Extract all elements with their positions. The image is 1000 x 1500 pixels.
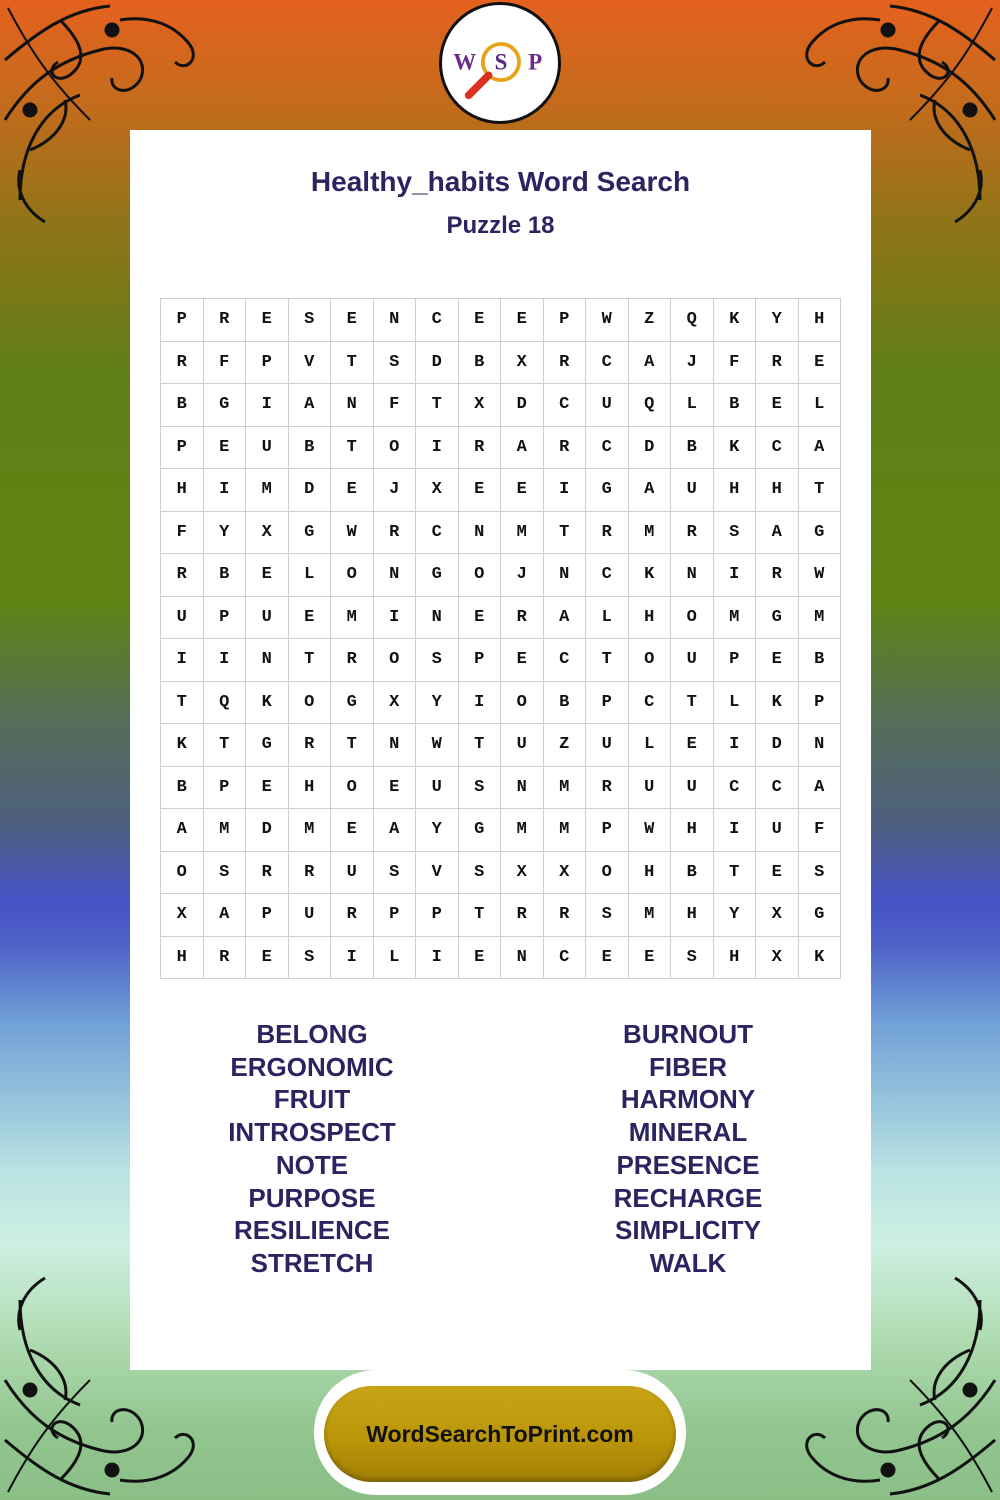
grid-cell[interactable]: S bbox=[459, 852, 502, 895]
grid-cell[interactable]: G bbox=[756, 597, 799, 640]
word-list-item: NOTE bbox=[275, 1149, 349, 1180]
grid-cell[interactable]: C bbox=[416, 299, 459, 342]
grid-cell[interactable]: H bbox=[289, 767, 332, 810]
grid-cell[interactable]: W bbox=[416, 724, 459, 767]
grid-cell[interactable]: T bbox=[161, 682, 204, 725]
grid-cell[interactable]: R bbox=[331, 639, 374, 682]
grid-cell[interactable]: C bbox=[586, 342, 629, 385]
grid-cell[interactable]: L bbox=[629, 724, 672, 767]
grid-cell[interactable]: Y bbox=[416, 809, 459, 852]
grid-cell[interactable]: U bbox=[671, 639, 714, 682]
grid-cell[interactable]: X bbox=[161, 894, 204, 937]
grid-cell[interactable]: G bbox=[799, 894, 842, 937]
word-list-item: ERGONOMIC bbox=[230, 1051, 394, 1082]
grid-cell[interactable]: S bbox=[799, 852, 842, 895]
grid-cell[interactable]: M bbox=[544, 809, 587, 852]
grid-cell[interactable]: S bbox=[714, 512, 757, 555]
grid-cell[interactable]: K bbox=[756, 682, 799, 725]
grid-cell[interactable]: P bbox=[586, 682, 629, 725]
grid-cell[interactable]: Z bbox=[629, 299, 672, 342]
grid-cell[interactable]: R bbox=[586, 512, 629, 555]
word-list-item: FRUIT bbox=[273, 1084, 351, 1115]
grid-cell[interactable]: E bbox=[459, 937, 502, 980]
grid-cell[interactable]: W bbox=[586, 299, 629, 342]
grid-cell[interactable]: S bbox=[586, 894, 629, 937]
grid-cell[interactable]: H bbox=[671, 809, 714, 852]
grid-cell[interactable]: S bbox=[289, 299, 332, 342]
grid-cell[interactable]: E bbox=[501, 469, 544, 512]
grid-cell[interactable]: P bbox=[204, 767, 247, 810]
grid-cell[interactable]: C bbox=[544, 639, 587, 682]
grid-cell[interactable]: U bbox=[246, 597, 289, 640]
grid-cell[interactable]: I bbox=[544, 469, 587, 512]
grid-cell[interactable]: I bbox=[459, 682, 502, 725]
grid-cell[interactable]: R bbox=[289, 852, 332, 895]
grid-cell[interactable]: S bbox=[374, 852, 417, 895]
grid-cell[interactable]: N bbox=[246, 639, 289, 682]
grid-cell[interactable]: L bbox=[714, 682, 757, 725]
grid-cell[interactable]: R bbox=[544, 894, 587, 937]
grid-cell[interactable]: G bbox=[586, 469, 629, 512]
grid-cell[interactable]: E bbox=[671, 724, 714, 767]
grid-cell[interactable]: I bbox=[246, 384, 289, 427]
grid-cell[interactable]: U bbox=[629, 767, 672, 810]
grid-cell[interactable]: R bbox=[374, 512, 417, 555]
grid-cell[interactable]: X bbox=[756, 937, 799, 980]
grid-cell[interactable]: Y bbox=[756, 299, 799, 342]
grid-cell[interactable]: T bbox=[714, 852, 757, 895]
grid-cell[interactable]: X bbox=[501, 342, 544, 385]
grid-cell[interactable]: O bbox=[374, 427, 417, 470]
grid-cell[interactable]: T bbox=[416, 384, 459, 427]
grid-cell[interactable]: O bbox=[671, 597, 714, 640]
grid-cell[interactable]: R bbox=[331, 894, 374, 937]
grid-cell[interactable]: C bbox=[756, 427, 799, 470]
grid-cell[interactable]: M bbox=[501, 809, 544, 852]
grid-cell[interactable]: O bbox=[629, 639, 672, 682]
grid-cell[interactable]: R bbox=[204, 937, 247, 980]
grid-cell[interactable]: N bbox=[416, 597, 459, 640]
grid-cell[interactable]: O bbox=[374, 639, 417, 682]
grid-cell[interactable]: G bbox=[246, 724, 289, 767]
grid-cell[interactable]: E bbox=[501, 299, 544, 342]
grid-cell[interactable]: O bbox=[331, 767, 374, 810]
grid-cell[interactable]: A bbox=[289, 384, 332, 427]
grid-cell[interactable]: T bbox=[459, 724, 502, 767]
grid-cell[interactable]: U bbox=[331, 852, 374, 895]
grid-cell[interactable]: O bbox=[459, 554, 502, 597]
grid-cell[interactable]: I bbox=[331, 937, 374, 980]
grid-cell[interactable]: O bbox=[289, 682, 332, 725]
grid-cell[interactable]: B bbox=[459, 342, 502, 385]
grid-cell[interactable]: L bbox=[289, 554, 332, 597]
grid-cell[interactable]: H bbox=[629, 852, 672, 895]
grid-cell[interactable]: R bbox=[756, 342, 799, 385]
logo-letter-s: S bbox=[494, 49, 508, 75]
grid-cell[interactable]: F bbox=[374, 384, 417, 427]
grid-cell[interactable]: V bbox=[289, 342, 332, 385]
grid-cell[interactable]: E bbox=[799, 342, 842, 385]
grid-cell[interactable]: D bbox=[756, 724, 799, 767]
grid-cell[interactable]: N bbox=[544, 554, 587, 597]
grid-cell[interactable]: P bbox=[161, 427, 204, 470]
grid-cell[interactable]: R bbox=[161, 342, 204, 385]
grid-cell[interactable]: R bbox=[544, 342, 587, 385]
grid-cell[interactable]: N bbox=[799, 724, 842, 767]
grid-cell[interactable]: G bbox=[416, 554, 459, 597]
grid-cell[interactable]: B bbox=[161, 384, 204, 427]
grid-cell[interactable]: H bbox=[161, 937, 204, 980]
grid-cell[interactable]: C bbox=[586, 554, 629, 597]
grid-cell[interactable]: T bbox=[331, 724, 374, 767]
grid-cell[interactable]: E bbox=[246, 767, 289, 810]
grid-cell[interactable]: R bbox=[204, 299, 247, 342]
grid-cell[interactable]: Y bbox=[416, 682, 459, 725]
grid-cell[interactable]: W bbox=[629, 809, 672, 852]
logo-letter-p: P bbox=[528, 49, 543, 75]
grid-cell[interactable]: E bbox=[204, 427, 247, 470]
grid-cell[interactable]: K bbox=[714, 427, 757, 470]
grid-cell[interactable]: M bbox=[501, 512, 544, 555]
grid-cell[interactable]: S bbox=[374, 342, 417, 385]
word-list-item: BURNOUT bbox=[623, 1019, 753, 1049]
grid-cell[interactable]: E bbox=[331, 809, 374, 852]
grid-cell[interactable]: O bbox=[331, 554, 374, 597]
grid-cell[interactable]: U bbox=[416, 767, 459, 810]
grid-cell[interactable]: N bbox=[374, 724, 417, 767]
grid-cell[interactable]: K bbox=[629, 554, 672, 597]
grid-cell[interactable]: P bbox=[161, 299, 204, 342]
grid-cell[interactable]: B bbox=[161, 767, 204, 810]
grid-cell[interactable]: X bbox=[246, 512, 289, 555]
grid-cell[interactable]: H bbox=[161, 469, 204, 512]
word-list-item: FIBER bbox=[649, 1051, 727, 1082]
grid-cell[interactable]: G bbox=[799, 512, 842, 555]
grid-cell[interactable]: P bbox=[246, 894, 289, 937]
grid-cell[interactable]: M bbox=[544, 767, 587, 810]
puzzle-card bbox=[130, 130, 871, 1370]
grid-cell[interactable]: Q bbox=[671, 299, 714, 342]
grid-cell[interactable]: A bbox=[756, 512, 799, 555]
grid-cell[interactable]: M bbox=[629, 894, 672, 937]
grid-cell[interactable]: P bbox=[374, 894, 417, 937]
grid-cell[interactable]: A bbox=[544, 597, 587, 640]
grid-cell[interactable]: K bbox=[799, 937, 842, 980]
grid-cell[interactable]: M bbox=[799, 597, 842, 640]
grid-cell[interactable]: S bbox=[671, 937, 714, 980]
word-list-item: PURPOSE bbox=[248, 1182, 376, 1213]
grid-cell[interactable]: T bbox=[331, 342, 374, 385]
grid-cell[interactable]: P bbox=[714, 639, 757, 682]
grid-cell[interactable]: N bbox=[374, 554, 417, 597]
grid-cell[interactable]: E bbox=[459, 597, 502, 640]
grid-cell[interactable]: I bbox=[714, 809, 757, 852]
grid-cell[interactable]: R bbox=[161, 554, 204, 597]
grid-cell[interactable]: E bbox=[246, 554, 289, 597]
grid-cell[interactable]: X bbox=[416, 469, 459, 512]
grid-cell[interactable]: B bbox=[714, 384, 757, 427]
grid-cell[interactable]: T bbox=[799, 469, 842, 512]
grid-cell[interactable]: E bbox=[459, 469, 502, 512]
grid-cell[interactable]: F bbox=[799, 809, 842, 852]
grid-cell[interactable]: U bbox=[671, 767, 714, 810]
grid-cell[interactable]: D bbox=[289, 469, 332, 512]
grid-cell[interactable]: U bbox=[246, 427, 289, 470]
grid-cell[interactable]: U bbox=[161, 597, 204, 640]
grid-cell[interactable]: J bbox=[671, 342, 714, 385]
grid-cell[interactable]: E bbox=[756, 384, 799, 427]
grid-cell[interactable]: A bbox=[374, 809, 417, 852]
grid-cell[interactable]: N bbox=[501, 937, 544, 980]
grid-cell[interactable]: H bbox=[799, 299, 842, 342]
puzzle-number: Puzzle 18 bbox=[446, 212, 555, 239]
grid-cell[interactable]: T bbox=[204, 724, 247, 767]
grid-cell[interactable]: S bbox=[289, 937, 332, 980]
grid-cell[interactable]: Y bbox=[714, 894, 757, 937]
grid-cell[interactable]: T bbox=[544, 512, 587, 555]
grid-cell[interactable]: X bbox=[374, 682, 417, 725]
grid-cell[interactable]: C bbox=[756, 767, 799, 810]
grid-cell[interactable]: Q bbox=[204, 682, 247, 725]
grid-cell[interactable]: E bbox=[459, 299, 502, 342]
grid-cell[interactable]: F bbox=[714, 342, 757, 385]
grid-cell[interactable]: R bbox=[459, 427, 502, 470]
grid-cell[interactable]: K bbox=[161, 724, 204, 767]
grid-cell[interactable]: A bbox=[204, 894, 247, 937]
grid-cell[interactable]: P bbox=[416, 894, 459, 937]
grid-cell[interactable]: T bbox=[289, 639, 332, 682]
grid-cell[interactable]: I bbox=[161, 639, 204, 682]
grid-cell[interactable]: B bbox=[799, 639, 842, 682]
grid-cell[interactable]: R bbox=[544, 427, 587, 470]
grid-cell[interactable]: F bbox=[161, 512, 204, 555]
grid-cell[interactable]: G bbox=[204, 384, 247, 427]
word-list-item: HARMONY bbox=[620, 1084, 756, 1115]
grid-cell[interactable]: J bbox=[501, 554, 544, 597]
grid-cell[interactable]: U bbox=[671, 469, 714, 512]
grid-cell[interactable]: S bbox=[416, 639, 459, 682]
grid-cell[interactable]: R bbox=[671, 512, 714, 555]
grid-cell[interactable]: E bbox=[586, 937, 629, 980]
grid-cell[interactable]: M bbox=[331, 597, 374, 640]
grid-cell[interactable]: P bbox=[246, 342, 289, 385]
page-title: Healthy_habits Word Search bbox=[310, 166, 691, 197]
grid-cell[interactable]: N bbox=[501, 767, 544, 810]
grid-cell[interactable]: R bbox=[586, 767, 629, 810]
word-list-item: SIMPLICITY bbox=[615, 1215, 761, 1246]
grid-cell[interactable]: B bbox=[671, 852, 714, 895]
grid-cell[interactable]: C bbox=[629, 682, 672, 725]
word-list-item: BELONG bbox=[256, 1019, 368, 1049]
grid-cell[interactable]: E bbox=[246, 937, 289, 980]
grid-cell[interactable]: E bbox=[501, 639, 544, 682]
grid-cell[interactable]: P bbox=[799, 682, 842, 725]
grid-cell[interactable]: M bbox=[714, 597, 757, 640]
grid-cell[interactable]: X bbox=[501, 852, 544, 895]
grid-cell[interactable]: W bbox=[799, 554, 842, 597]
grid-cell[interactable]: N bbox=[374, 299, 417, 342]
grid-cell[interactable]: O bbox=[161, 852, 204, 895]
grid-cell[interactable]: B bbox=[204, 554, 247, 597]
grid-cell[interactable]: E bbox=[374, 767, 417, 810]
grid-cell[interactable]: U bbox=[586, 724, 629, 767]
grid-cell[interactable]: I bbox=[416, 937, 459, 980]
grid-cell[interactable]: M bbox=[204, 809, 247, 852]
grid-cell[interactable]: Q bbox=[629, 384, 672, 427]
grid-cell[interactable]: D bbox=[629, 427, 672, 470]
grid-cell[interactable]: X bbox=[756, 894, 799, 937]
grid-cell[interactable]: E bbox=[756, 852, 799, 895]
grid-cell[interactable]: D bbox=[501, 384, 544, 427]
grid-cell[interactable]: N bbox=[671, 554, 714, 597]
grid-cell[interactable]: K bbox=[246, 682, 289, 725]
grid-cell[interactable]: R bbox=[246, 852, 289, 895]
grid-cell[interactable]: T bbox=[331, 427, 374, 470]
grid-cell[interactable]: Y bbox=[204, 512, 247, 555]
letter-grid[interactable] bbox=[160, 298, 841, 979]
grid-cell[interactable]: S bbox=[459, 767, 502, 810]
grid-cell[interactable]: F bbox=[204, 342, 247, 385]
grid-cell[interactable]: D bbox=[246, 809, 289, 852]
grid-cell[interactable]: O bbox=[586, 852, 629, 895]
grid-cell[interactable]: E bbox=[331, 469, 374, 512]
grid-cell[interactable]: I bbox=[714, 724, 757, 767]
grid-cell[interactable]: O bbox=[501, 682, 544, 725]
grid-cell[interactable]: L bbox=[799, 384, 842, 427]
grid-cell[interactable]: N bbox=[331, 384, 374, 427]
grid-cell[interactable]: E bbox=[289, 597, 332, 640]
grid-cell[interactable]: L bbox=[671, 384, 714, 427]
grid-cell[interactable]: U bbox=[501, 724, 544, 767]
word-list-item: RECHARGE bbox=[613, 1182, 763, 1213]
grid-cell[interactable]: T bbox=[671, 682, 714, 725]
grid-cell[interactable]: T bbox=[586, 639, 629, 682]
grid-cell[interactable]: E bbox=[629, 937, 672, 980]
grid-cell[interactable]: G bbox=[289, 512, 332, 555]
grid-cell[interactable]: X bbox=[459, 384, 502, 427]
grid-cell[interactable]: V bbox=[416, 852, 459, 895]
grid-cell[interactable]: R bbox=[289, 724, 332, 767]
wsp-logo[interactable] bbox=[439, 2, 561, 124]
grid-cell[interactable]: U bbox=[289, 894, 332, 937]
grid-cell[interactable]: E bbox=[756, 639, 799, 682]
grid-cell[interactable]: E bbox=[246, 299, 289, 342]
grid-cell[interactable]: C bbox=[544, 384, 587, 427]
word-list-item: RESILIENCE bbox=[233, 1215, 391, 1246]
grid-cell[interactable]: C bbox=[416, 512, 459, 555]
grid-cell[interactable]: I bbox=[374, 597, 417, 640]
grid-cell[interactable]: R bbox=[501, 894, 544, 937]
grid-cell[interactable]: M bbox=[629, 512, 672, 555]
grid-cell[interactable]: J bbox=[374, 469, 417, 512]
word-list-left bbox=[162, 1018, 462, 1280]
grid-cell[interactable]: B bbox=[671, 427, 714, 470]
grid-cell[interactable]: H bbox=[629, 597, 672, 640]
grid-cell[interactable]: C bbox=[714, 767, 757, 810]
grid-cell[interactable]: H bbox=[714, 469, 757, 512]
grid-cell[interactable]: G bbox=[459, 809, 502, 852]
grid-cell[interactable]: N bbox=[459, 512, 502, 555]
grid-cell[interactable]: S bbox=[204, 852, 247, 895]
logo-letter-w: W bbox=[453, 49, 477, 75]
grid-cell[interactable]: A bbox=[629, 469, 672, 512]
grid-cell[interactable]: P bbox=[204, 597, 247, 640]
grid-cell[interactable]: P bbox=[586, 809, 629, 852]
grid-cell[interactable]: I bbox=[204, 469, 247, 512]
grid-cell[interactable]: X bbox=[544, 852, 587, 895]
word-list-item: INTROSPECT bbox=[228, 1117, 396, 1148]
site-link-button[interactable]: WordSearchToPrint.com bbox=[324, 1386, 676, 1482]
grid-cell[interactable]: A bbox=[799, 427, 842, 470]
grid-cell[interactable]: M bbox=[289, 809, 332, 852]
word-list-right bbox=[538, 1018, 838, 1280]
grid-cell[interactable]: B bbox=[544, 682, 587, 725]
grid-cell[interactable]: I bbox=[204, 639, 247, 682]
grid-cell[interactable]: U bbox=[756, 809, 799, 852]
grid-cell[interactable]: R bbox=[756, 554, 799, 597]
grid-cell[interactable]: R bbox=[501, 597, 544, 640]
grid-cell[interactable]: K bbox=[714, 299, 757, 342]
grid-cell[interactable]: H bbox=[671, 894, 714, 937]
word-list-item: WALK bbox=[649, 1247, 727, 1278]
grid-cell[interactable]: I bbox=[416, 427, 459, 470]
grid-cell[interactable]: G bbox=[331, 682, 374, 725]
grid-cell[interactable]: H bbox=[714, 937, 757, 980]
word-list-item: STRETCH bbox=[250, 1247, 374, 1278]
grid-cell[interactable]: U bbox=[586, 384, 629, 427]
grid-cell[interactable]: E bbox=[331, 299, 374, 342]
grid-cell[interactable]: T bbox=[459, 894, 502, 937]
grid-cell[interactable]: C bbox=[544, 937, 587, 980]
grid-cell[interactable]: B bbox=[289, 427, 332, 470]
word-list-item: PRESENCE bbox=[616, 1149, 760, 1180]
grid-cell[interactable]: L bbox=[586, 597, 629, 640]
grid-cell[interactable]: I bbox=[714, 554, 757, 597]
grid-cell[interactable]: A bbox=[629, 342, 672, 385]
grid-cell[interactable]: Z bbox=[544, 724, 587, 767]
grid-cell[interactable]: W bbox=[331, 512, 374, 555]
grid-cell[interactable]: P bbox=[459, 639, 502, 682]
grid-cell[interactable]: M bbox=[246, 469, 289, 512]
grid-cell[interactable]: A bbox=[161, 809, 204, 852]
grid-cell[interactable]: D bbox=[416, 342, 459, 385]
grid-cell[interactable]: A bbox=[501, 427, 544, 470]
grid-cell[interactable]: L bbox=[374, 937, 417, 980]
grid-cell[interactable]: C bbox=[586, 427, 629, 470]
grid-cell[interactable]: A bbox=[799, 767, 842, 810]
word-list-item: MINERAL bbox=[628, 1117, 748, 1148]
grid-cell[interactable]: P bbox=[544, 299, 587, 342]
grid-cell[interactable]: H bbox=[756, 469, 799, 512]
